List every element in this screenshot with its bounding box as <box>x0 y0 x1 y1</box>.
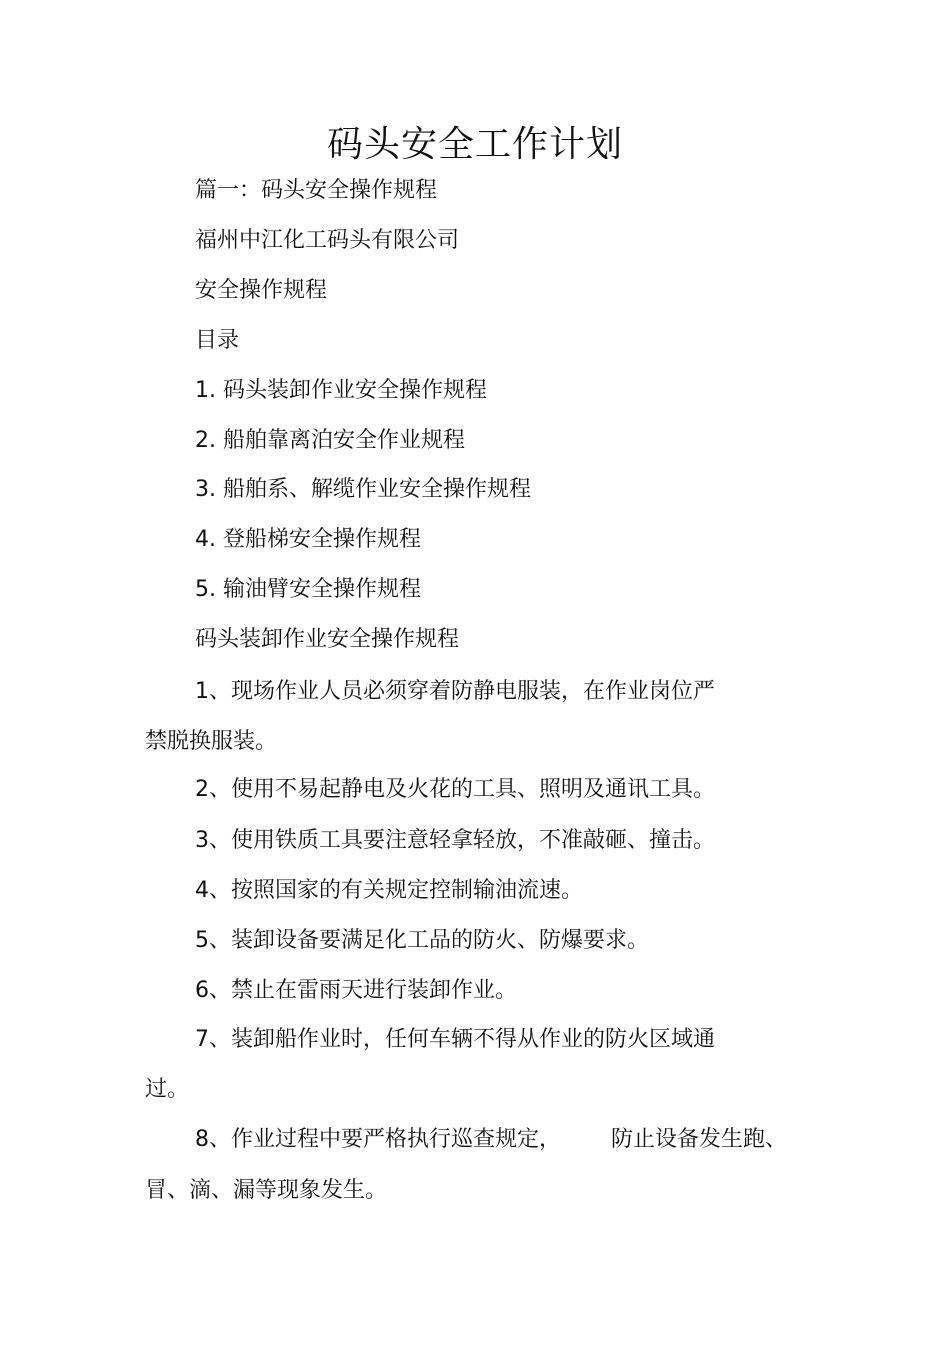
toc-item: 2. 船舶靠离泊安全作业规程 <box>195 428 465 453</box>
rule-8-second-part: 防止设备发生跑、 <box>611 1127 788 1152</box>
rule-line-continuation: 过。 <box>145 1077 190 1102</box>
toc-item: 5. 输油臂安全操作规程 <box>195 577 421 602</box>
rule-line-continuation: 冒、滴、漏等现象发生。 <box>145 1178 388 1203</box>
rule-8-first-part: 8、作业过程中要严格执行巡查规定， <box>195 1127 561 1152</box>
company-name: 福州中江化工码头有限公司 <box>195 228 460 253</box>
rule-line: 7、装卸船作业时，任何车辆不得从作业的防火区域通 <box>195 1027 715 1052</box>
document-title: 码头安全工作计划 <box>326 124 623 165</box>
part-heading: 篇一：码头安全操作规程 <box>195 178 438 203</box>
rule-line: 3、使用铁质工具要注意轻拿轻放，不准敲砸、撞击。 <box>195 828 715 853</box>
toc-item: 4. 登船梯安全操作规程 <box>195 527 421 552</box>
toc-item: 3. 船舶系、解缆作业安全操作规程 <box>195 477 531 502</box>
rule-line: 1、现场作业人员必须穿着防静电服装，在作业岗位严 <box>195 679 715 704</box>
document-subtitle: 安全操作规程 <box>195 278 328 303</box>
toc-item: 1. 码头装卸作业安全操作规程 <box>195 378 487 403</box>
section-heading: 码头装卸作业安全操作规程 <box>195 627 460 652</box>
rule-line-continuation: 禁脱换服装。 <box>145 729 278 754</box>
rule-line <box>195 1125 787 1155</box>
rule-line: 2、使用不易起静电及火花的工具、照明及通讯工具。 <box>195 777 715 802</box>
rule-line: 6、禁止在雷雨天进行装卸作业。 <box>195 978 517 1003</box>
toc-heading: 目录 <box>195 328 240 353</box>
rule-line: 5、装卸设备要满足化工品的防火、防爆要求。 <box>195 928 649 953</box>
rule-line: 4、按照国家的有关规定控制输油流速。 <box>195 878 583 903</box>
